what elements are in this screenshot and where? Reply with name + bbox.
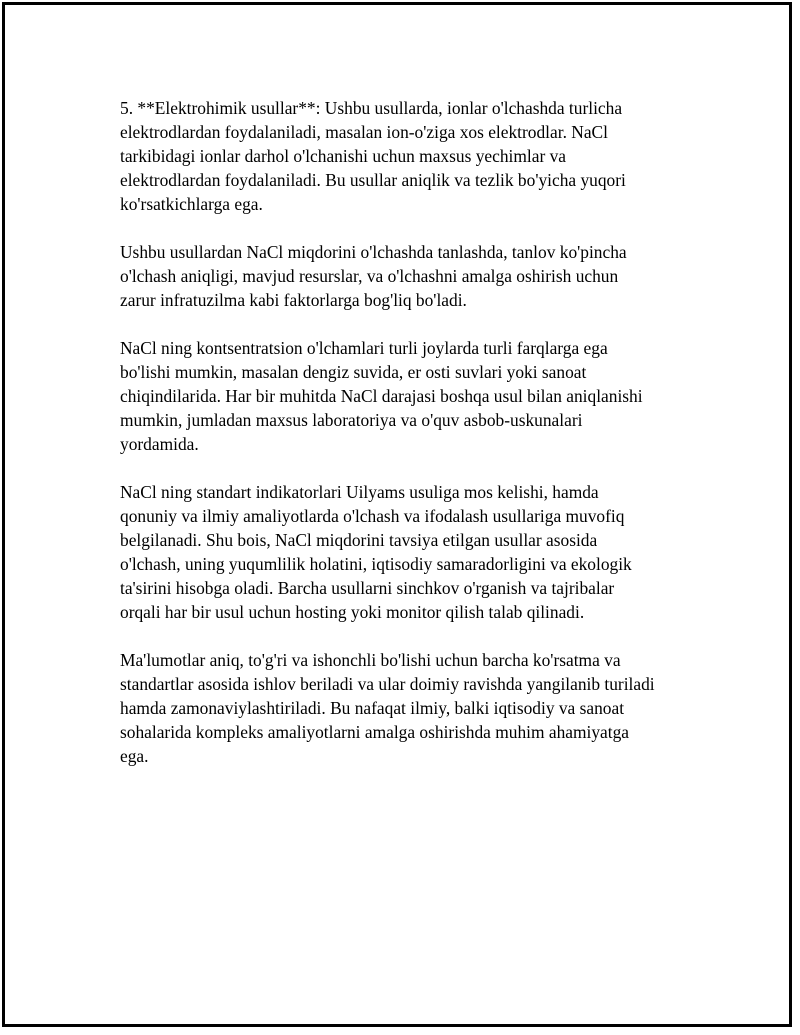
- document-body: [120, 96, 710, 792]
- paragraph-method-selection: Ushbu usullardan NaCl miqdorini o'lchashda tanlashda, tanlov ko'pincha o'lchash aniqligi, mavjud resurslar, va o'lchashni amalga oshirish uchun zarur infratuzilma kabi faktorlarga bog'liq bo'ladi.: [120, 242, 627, 310]
- paragraph-electrochemical-methods: 5. **Elektrohimik usullar**: Ushbu usullarda, ionlar o'lchashda turlicha elektrodlardan foydalaniladi, masalan ion-o'ziga xos elektrodlar. NaCl tarkibidagi ionlar darhol o'lchanishi uchun maxsus yechimlar va elektrodlardan foydalaniladi. Bu usullar aniqlik va tezlik bo'yicha yuqori ko'rsatkichlarga ega.: [120, 98, 626, 214]
- paragraph-standard-indicators: NaCl ning standart indikatorlari Uilyams usuliga mos kelishi, hamda qonuniy va ilmiy amaliyotlarda o'lchash va ifodalash usullariga muvofiq belgilanadi. Shu bois, NaCl miqdorini tavsiya etilgan usullar asosida o'lchash, uning yuqumlilik holatini, iqtisodiy samaradorligini va ekologik ta'sirini hisobga oladi. Barcha usullarni sinchkov o'rganish va tajribalar orqali har bir usul uchun hosting yoki monitor qilish talab qilinadi.: [120, 482, 632, 622]
- document-page: [2, 2, 792, 1027]
- paragraph-concentration-differences: NaCl ning kontsentratsion o'lchamlari turli joylarda turli farqlarga ega bo'lishi mumkin, masalan dengiz suvida, er osti suvlari yoki sanoat chiqindilarida. Har bir muhitda NaCl darajasi boshqa usul bilan aniqlanishi mumkin, jumladan maxsus laboratoriya va o'quv asbob-uskunalari yordamida.: [120, 338, 643, 454]
- paragraph-data-reliability: Ma'lumotlar aniq, to'g'ri va ishonchli bo'lishi uchun barcha ko'rsatma va standartlar asosida ishlov beriladi va ular doimiy ravishda yangilanib turiladi hamda zamonaviylashtiriladi. Bu nafaqat ilmiy, balki iqtisodiy va sanoat sohalarida kompleks amaliyotlarni amalga oshirishda muhim ahamiyatga ega.: [120, 650, 655, 766]
